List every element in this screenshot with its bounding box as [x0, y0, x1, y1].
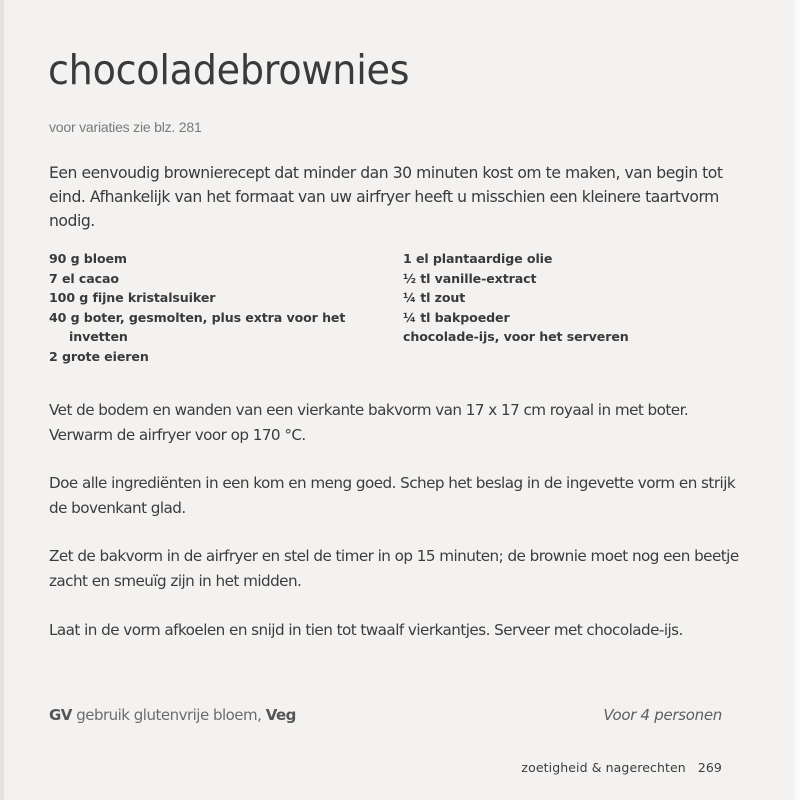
page-edge-left	[0, 0, 4, 800]
ingredient-item: 2 grote eieren	[49, 348, 149, 364]
ingredient-item: 100 g fijne kristalsuiker	[49, 290, 216, 306]
ingredient-item: 1 el plantaardige olie	[403, 251, 553, 266]
ingredient-item: ½ tl vanille-extract	[403, 270, 537, 286]
ingredient-item: chocolade-ijs, voor het serveren	[403, 329, 629, 345]
method-step: Zet de bakvorm in de airfryer en stel de timer in op 15 minuten; de brownie moet nog een beetje zacht en smeuïg zijn in het midden.	[49, 547, 739, 590]
page-edge-right	[795, 0, 800, 800]
ingredient-item: 40 g boter, gesmolten, plus extra voor het invetten	[49, 309, 346, 345]
recipe-intro: Een eenvoudig brownierecept dat minder dan 30 minuten kost om te maken, van begin tot eind. Afhankelijk van het formaat van uw airfryer heeft u misschien een kleinere taartvorm nodig.	[49, 164, 723, 230]
running-footer	[521, 760, 722, 775]
ingredient-item: 7 el cacao	[49, 270, 119, 286]
page-number: 269	[697, 760, 722, 775]
ingredients-column-left	[49, 249, 403, 367]
ingredient-item: 90 g bloem	[49, 251, 127, 266]
ingredient-item: ¼ tl zout	[403, 290, 466, 306]
method-steps	[49, 398, 749, 666]
section-name: zoetigheid & nagerechten	[521, 760, 686, 775]
dietary-note	[49, 706, 296, 724]
method-step: Vet de bodem en wanden van een vierkante bakvorm van 17 x 17 cm royaal in met boter. Verwarm de airfryer voor op 170 °C.	[49, 401, 689, 444]
gluten-free-tag: GV	[49, 706, 72, 724]
servings: Voor 4 personen	[603, 706, 722, 724]
ingredients-column-right	[403, 249, 629, 367]
method-step: Laat in de vorm afkoelen en snijd in tien tot twaalf vierkantjes. Serveer met chocolade-ijs.	[49, 620, 683, 639]
method-step: Doe alle ingrediënten in een kom en meng goed. Schep het beslag in de ingevette vorm en strijk de bovenkant glad.	[49, 474, 736, 517]
gluten-free-text: gebruik glutenvrije bloem,	[71, 706, 266, 724]
vegetarian-tag: Veg	[265, 706, 296, 724]
ingredients-list	[49, 249, 749, 367]
recipe-title: chocoladebrownies	[48, 46, 410, 94]
ingredient-item: ¼ tl bakpoeder	[403, 309, 510, 325]
variations-note: voor variaties zie blz. 281	[49, 119, 202, 135]
